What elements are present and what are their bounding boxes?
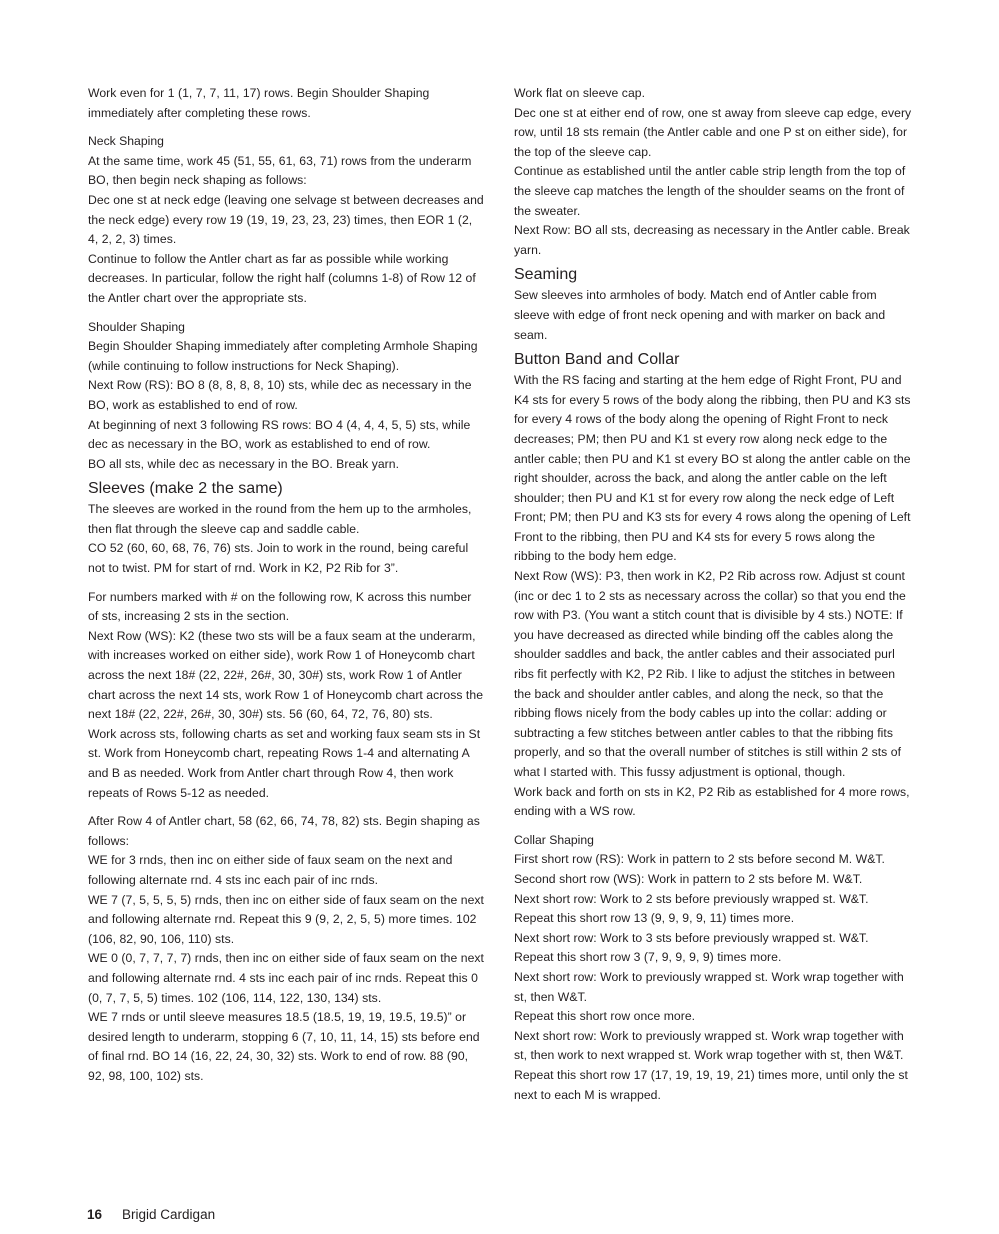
row-label: Next Row (WS): bbox=[514, 569, 603, 584]
paragraph: WE 0 (0, 7, 7, 7, 7) rnds, then inc on either side of faux seam on the next and following alternate rnd. 4 sts inc each pair of inc rnds. Repeat this 0 (0, 7, 7, 5, 5) times. 102 (106, 114, 122, 130, 134) sts. bbox=[88, 951, 484, 1005]
paragraph: Repeat this short row 13 (9, 9, 9, 9, 11) times more. bbox=[514, 911, 795, 926]
paragraph: Begin Shoulder Shaping immediately after completing Armhole Shaping (while continuing to follow instructions for Neck Shaping). bbox=[88, 339, 478, 373]
row-text: Work in pattern to 2 sts before second M. W&T. bbox=[624, 852, 885, 867]
row-text: Work to 2 sts before previously wrapped st. W&T. bbox=[596, 891, 869, 906]
paragraph bbox=[88, 627, 484, 725]
paragraph: Work even for 1 (1, 7, 7, 11, 17) rows. Begin Shoulder Shaping immediately after completing these rows. bbox=[88, 86, 430, 120]
paragraph bbox=[514, 890, 914, 910]
row-label: Next short row: bbox=[514, 891, 597, 906]
paragraph: At the same time, work 45 (51, 55, 61, 63, 71) rows from the underarm BO, then begin neck shaping as follows: bbox=[88, 153, 472, 188]
left-column bbox=[88, 84, 484, 1087]
paragraph: Repeat this short row 3 (7, 9, 9, 9, 9) times more. bbox=[514, 950, 782, 965]
paragraph: Dec one st at either end of row, one st away from sleeve cap edge, every row, until 18 sts remain (the Antler cable and one P st on either side), for the top of the sleeve cap. bbox=[514, 105, 912, 159]
subheading-shoulder-shaping: Shoulder Shaping bbox=[88, 319, 185, 334]
paragraph bbox=[88, 376, 484, 415]
paragraph: Dec one st at neck edge (leaving one selvage st between decreases and the neck edge) every row 19 (19, 19, 23, 23, 23) times, then EOR 1 (2, 4, 2, 2, 3) times. bbox=[88, 192, 484, 247]
row-label: First short row (RS): bbox=[514, 852, 625, 867]
row-text: K2 (these two sts will be a faux seam at the underarm, with increases worked on either side), work Row 1 of Honeycomb chart across the next 18# (22, 22#, 26#, 30, 30#) sts, work Row 1 of Antler chart across the next 14 sts, work Row 1 of Honeycomb chart across the next 18# (22, 22#, 26#, 30, 30#) sts. 56 (60, 64, 72, 76, 80) sts. bbox=[88, 628, 484, 722]
row-label: Second short row (WS): bbox=[514, 871, 645, 886]
subheading-neck-shaping: Neck Shaping bbox=[88, 134, 164, 149]
paragraph: WE for 3 rnds, then inc on either side of faux seam on the next and following alternate rnd. 4 sts inc each pair of inc rnds. bbox=[88, 853, 453, 887]
paragraph: With the RS facing and starting at the hem edge of Right Front, PU and K4 sts for every 5 rows of the body along the ribbing, then PU and K3 sts for every 4 rows of the body along the opening of Right Front to neck decreases; PM; then PU and K1 st every row along neck edge to the antler cable; then PU and K1 st every BO st along the antler cable on the right shoulder, across the back, and along the antler cable on the left shoulder; then PU and K1 st for every row along the neck edge of Left Front; PM; then PU and K3 sts for every 4 rows along the opening of Left Front to the ribbing, then PU and K4 sts for every 5 rows along the ribbing to the body hem edge. bbox=[514, 373, 911, 564]
section-heading-seaming: Seaming bbox=[514, 266, 578, 284]
paragraph bbox=[514, 850, 914, 870]
row-label: Next short row: bbox=[514, 1028, 597, 1043]
paragraph: Repeat this short row 17 (17, 19, 19, 19, 21) times more, until only the st next to each M is wrapped. bbox=[514, 1067, 908, 1102]
paragraph: Work back and forth on sts in K2, P2 Rib as established for 4 more rows, ending with a WS row. bbox=[514, 784, 910, 819]
row-label: Next Row (RS): bbox=[88, 378, 174, 393]
paragraph: After Row 4 of Antler chart, 58 (62, 66, 74, 78, 82) sts. Begin shaping as follows: bbox=[88, 814, 480, 848]
section-heading-button-band: Button Band and Collar bbox=[514, 351, 680, 369]
row-text: P3, then work in K2, P2 Rib across row. Adjust st count (inc or dec 1 to 2 sts as necessary across the collar) so that you end the row with P3. (You want a stitch count that is divisible by 4 sts.) NOTE: If you have decreased as directed while binding off the cables along the shoulder saddles and back, the antler cables and their associated purl ribs fit perfectly with K2, P2 Rib. I like to adjust the stitches in between the back and shoulder antler cables, and along the neck, so that the ribbing flows nicely from the body cables up into the collar: adding or subtracting a few stitches between antler cables to that the ribbing fits properly, and so that the overall number of stitches is still within 2 sts of what I started with. This fussy adjustment is optional, though. bbox=[514, 569, 906, 779]
paragraph: At beginning of next 3 following RS rows: BO 4 (4, 4, 4, 5, 5) sts, while dec as necessary in the BO, work as established to end of row. bbox=[88, 417, 471, 452]
paragraph: Work flat on sleeve cap. bbox=[514, 86, 646, 100]
footer-title: Brigid Cardigan bbox=[122, 1207, 216, 1222]
paragraph: WE 7 rnds or until sleeve measures 18.5 (18.5, 19, 19, 19.5, 19.5)” or desired length to underarm, stopping 6 (7, 10, 11, 14, 15) sts before end of final rnd. BO 14 (16, 22, 24, 30, 32) sts. Work to end of row. 88 (90, 92, 98, 100, 102) sts. bbox=[88, 1010, 480, 1083]
paragraph: Continue to follow the Antler chart as far as possible while working decreases. In particular, follow the right half (columns 1-8) of Row 12 of the Antler chart over the appropriate sts. bbox=[88, 251, 476, 305]
row-text: BO all sts, decreasing as necessary in the Antler cable. Break yarn. bbox=[514, 223, 910, 257]
paragraph: Sew sleeves into armholes of body. Match end of Antler cable from sleeve with edge of front neck opening and with marker on back and seam. bbox=[514, 288, 886, 342]
row-label: Next short row: bbox=[514, 930, 597, 945]
paragraph bbox=[514, 1027, 914, 1066]
paragraph: The sleeves are worked in the round from the hem up to the armholes, then flat through the sleeve cap and saddle cable. bbox=[88, 502, 472, 536]
row-text: Work to 3 sts before previously wrapped st. W&T. bbox=[596, 930, 869, 945]
subheading-collar-shaping: Collar Shaping bbox=[514, 832, 594, 847]
section-heading-sleeves: Sleeves (make 2 the same) bbox=[88, 480, 283, 498]
row-label: Next short row: bbox=[514, 969, 597, 984]
paragraph bbox=[514, 221, 914, 260]
row-text: BO 8 (8, 8, 8, 8, 10) sts, while dec as necessary in the BO, work as established to end of row. bbox=[88, 378, 472, 412]
paragraph: WE 7 (7, 5, 5, 5, 5) rnds, then inc on either side of faux seam on the next and following alternate rnd. Repeat this 9 (9, 2, 2, 5, 5) more times. 102 (106, 82, 90, 106, 110) sts. bbox=[88, 892, 484, 946]
paragraph: Continue as established until the antler cable strip length from the top of the sleeve cap matches the length of the shoulder seams on the front of the sweater. bbox=[514, 164, 906, 218]
paragraph: Work across sts, following charts as set and working faux seam sts in St st. Work from Honeycomb chart, repeating Rows 1-4 and alternating A and B as needed. Work from Antler chart through Row 4, then work repeats of Rows 5-12 as needed. bbox=[88, 726, 481, 800]
paragraph: For numbers marked with # on the following row, K across this number of sts, increasing 2 sts in the section. bbox=[88, 589, 472, 624]
paragraph bbox=[514, 929, 914, 949]
row-label: Next Row (WS): bbox=[88, 628, 177, 643]
paragraph: Repeat this short row once more. bbox=[514, 1009, 696, 1024]
page-number: 16 bbox=[87, 1207, 103, 1222]
paragraph bbox=[514, 870, 914, 890]
page-footer bbox=[87, 1206, 215, 1224]
paragraph bbox=[514, 968, 914, 1007]
row-text: Work in pattern to 2 sts before M. W&T. bbox=[644, 871, 863, 886]
paragraph: BO all sts, while dec as necessary in the BO. Break yarn. bbox=[88, 456, 400, 471]
paragraph: CO 52 (60, 60, 68, 76, 76) sts. Join to work in the round, being careful not to twist. PM for start of rnd. Work in K2, P2 Rib for 3”. bbox=[88, 541, 469, 576]
right-column bbox=[514, 84, 914, 1105]
row-text: Work to previously wrapped st. Work wrap together with st, then W&T. bbox=[514, 969, 904, 1004]
row-text: Work to previously wrapped st. Work wrap together with st, then work to next wrapped st. Work wrap together with st, then W&T. bbox=[514, 1028, 904, 1063]
paragraph bbox=[514, 567, 914, 783]
row-label: Next Row: bbox=[514, 223, 571, 238]
